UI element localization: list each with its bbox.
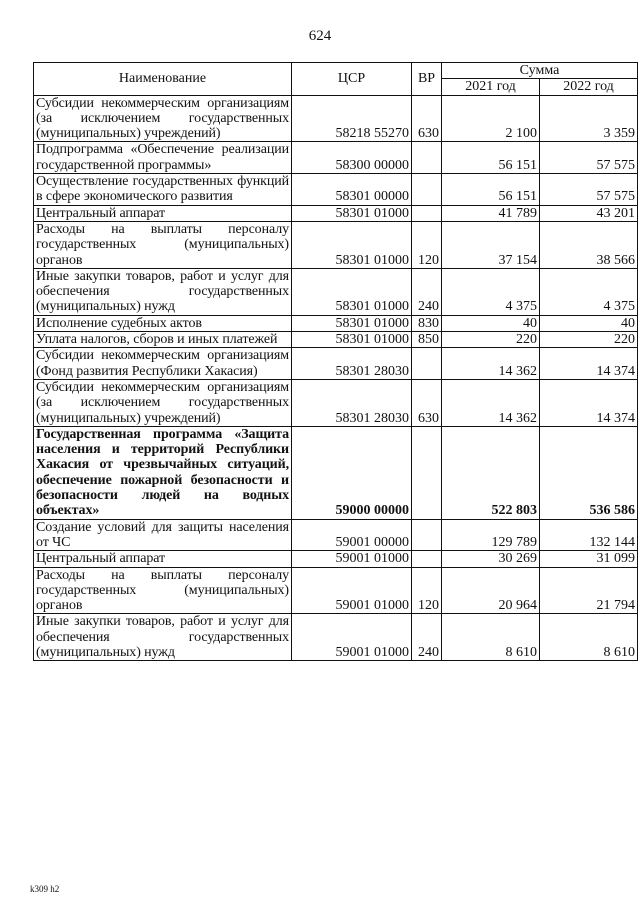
row-sum-2022: 31 099 <box>540 551 638 567</box>
header-vr: ВР <box>412 63 442 96</box>
row-csr: 58301 01000 <box>292 268 412 315</box>
row-csr: 59001 01000 <box>292 614 412 661</box>
row-vr: 120 <box>412 567 442 614</box>
row-vr: 630 <box>412 95 442 142</box>
row-sum-2021: 129 789 <box>442 519 540 551</box>
table-row <box>34 142 638 174</box>
header-year-2021: 2021 год <box>442 79 540 95</box>
row-vr <box>412 426 442 519</box>
row-vr <box>412 519 442 551</box>
row-name: Центральный аппарат <box>34 551 292 567</box>
row-vr <box>412 348 442 380</box>
row-csr: 59001 01000 <box>292 551 412 567</box>
row-sum-2021: 41 789 <box>442 205 540 221</box>
row-vr: 850 <box>412 332 442 348</box>
table-row <box>34 348 638 380</box>
row-sum-2021: 56 151 <box>442 174 540 206</box>
header-year-2022: 2022 год <box>540 79 638 95</box>
row-vr: 830 <box>412 315 442 331</box>
row-csr: 58218 55270 <box>292 95 412 142</box>
row-csr: 59001 00000 <box>292 519 412 551</box>
row-name: Субсидии некоммерческим организациям (Фонд развития Республики Хакасия) <box>34 348 292 380</box>
row-sum-2022: 536 586 <box>540 426 638 519</box>
row-name: Субсидии некоммерческим организациям (за исключением государственных (муниципальных) учреждений) <box>34 379 292 426</box>
row-sum-2021: 8 610 <box>442 614 540 661</box>
row-sum-2021: 2 100 <box>442 95 540 142</box>
row-csr: 58301 01000 <box>292 205 412 221</box>
row-csr: 58301 28030 <box>292 379 412 426</box>
row-vr: 120 <box>412 221 442 268</box>
table-row <box>34 519 638 551</box>
row-name: Создание условий для защиты населения от ЧС <box>34 519 292 551</box>
row-sum-2021: 20 964 <box>442 567 540 614</box>
row-name: Иные закупки товаров, работ и услуг для обеспечения государственных (муниципальных) нужд <box>34 268 292 315</box>
row-sum-2021: 220 <box>442 332 540 348</box>
row-sum-2022: 14 374 <box>540 348 638 380</box>
row-sum-2022: 4 375 <box>540 268 638 315</box>
row-vr <box>412 174 442 206</box>
row-sum-2022: 57 575 <box>540 174 638 206</box>
row-name: Осуществление государственных функций в сфере экономического развития <box>34 174 292 206</box>
row-vr <box>412 142 442 174</box>
row-name: Субсидии некоммерческим организациям (за исключением государственных (муниципальных) учреждений) <box>34 95 292 142</box>
table-row <box>34 332 638 348</box>
row-sum-2022: 3 359 <box>540 95 638 142</box>
row-sum-2021: 37 154 <box>442 221 540 268</box>
table-row <box>34 315 638 331</box>
row-sum-2021: 4 375 <box>442 268 540 315</box>
row-vr <box>412 551 442 567</box>
row-vr: 240 <box>412 614 442 661</box>
row-sum-2021: 40 <box>442 315 540 331</box>
footer-code: k309 h2 <box>30 884 60 894</box>
row-vr: 240 <box>412 268 442 315</box>
row-name: Подпрограмма «Обеспечение реализации государственной программы» <box>34 142 292 174</box>
row-sum-2021: 522 803 <box>442 426 540 519</box>
row-csr: 58301 00000 <box>292 174 412 206</box>
row-csr: 58301 01000 <box>292 221 412 268</box>
row-name: Расходы на выплаты персоналу государственных (муниципальных) органов <box>34 221 292 268</box>
row-csr: 58301 01000 <box>292 332 412 348</box>
row-sum-2021: 30 269 <box>442 551 540 567</box>
row-sum-2022: 21 794 <box>540 567 638 614</box>
row-csr: 59001 01000 <box>292 567 412 614</box>
table-row <box>34 614 638 661</box>
table-row <box>34 205 638 221</box>
table-row <box>34 268 638 315</box>
row-sum-2021: 14 362 <box>442 379 540 426</box>
row-csr: 59000 00000 <box>292 426 412 519</box>
row-sum-2022: 38 566 <box>540 221 638 268</box>
row-name: Исполнение судебных актов <box>34 315 292 331</box>
row-csr: 58301 28030 <box>292 348 412 380</box>
table-row <box>34 567 638 614</box>
table-row <box>34 426 638 519</box>
row-sum-2022: 8 610 <box>540 614 638 661</box>
table-row <box>34 551 638 567</box>
table-row <box>34 221 638 268</box>
row-name: Расходы на выплаты персоналу государственных (муниципальных) органов <box>34 567 292 614</box>
header-name: Наименование <box>34 63 292 96</box>
row-vr: 630 <box>412 379 442 426</box>
row-vr <box>412 205 442 221</box>
row-name: Уплата налогов, сборов и иных платежей <box>34 332 292 348</box>
table-row <box>34 174 638 206</box>
budget-table <box>33 62 638 661</box>
row-sum-2022: 40 <box>540 315 638 331</box>
row-sum-2021: 14 362 <box>442 348 540 380</box>
row-sum-2022: 57 575 <box>540 142 638 174</box>
row-sum-2021: 56 151 <box>442 142 540 174</box>
page-number: 624 <box>308 28 332 44</box>
row-sum-2022: 14 374 <box>540 379 638 426</box>
row-name: Центральный аппарат <box>34 205 292 221</box>
header-csr: ЦСР <box>292 63 412 96</box>
row-name: Иные закупки товаров, работ и услуг для обеспечения государственных (муниципальных) нужд <box>34 614 292 661</box>
table-body <box>34 95 638 661</box>
table-row <box>34 95 638 142</box>
header-sum: Сумма <box>442 63 638 79</box>
row-sum-2022: 132 144 <box>540 519 638 551</box>
table-header <box>34 63 638 96</box>
row-name: Государственная программа «Защита населения и территорий Республики Хакасия от чрезвычайных ситуаций, обеспечение пожарной безопасности и безопасности людей на водных объектах» <box>34 426 292 519</box>
row-csr: 58300 00000 <box>292 142 412 174</box>
row-csr: 58301 01000 <box>292 315 412 331</box>
row-sum-2022: 43 201 <box>540 205 638 221</box>
table-row <box>34 379 638 426</box>
row-sum-2022: 220 <box>540 332 638 348</box>
